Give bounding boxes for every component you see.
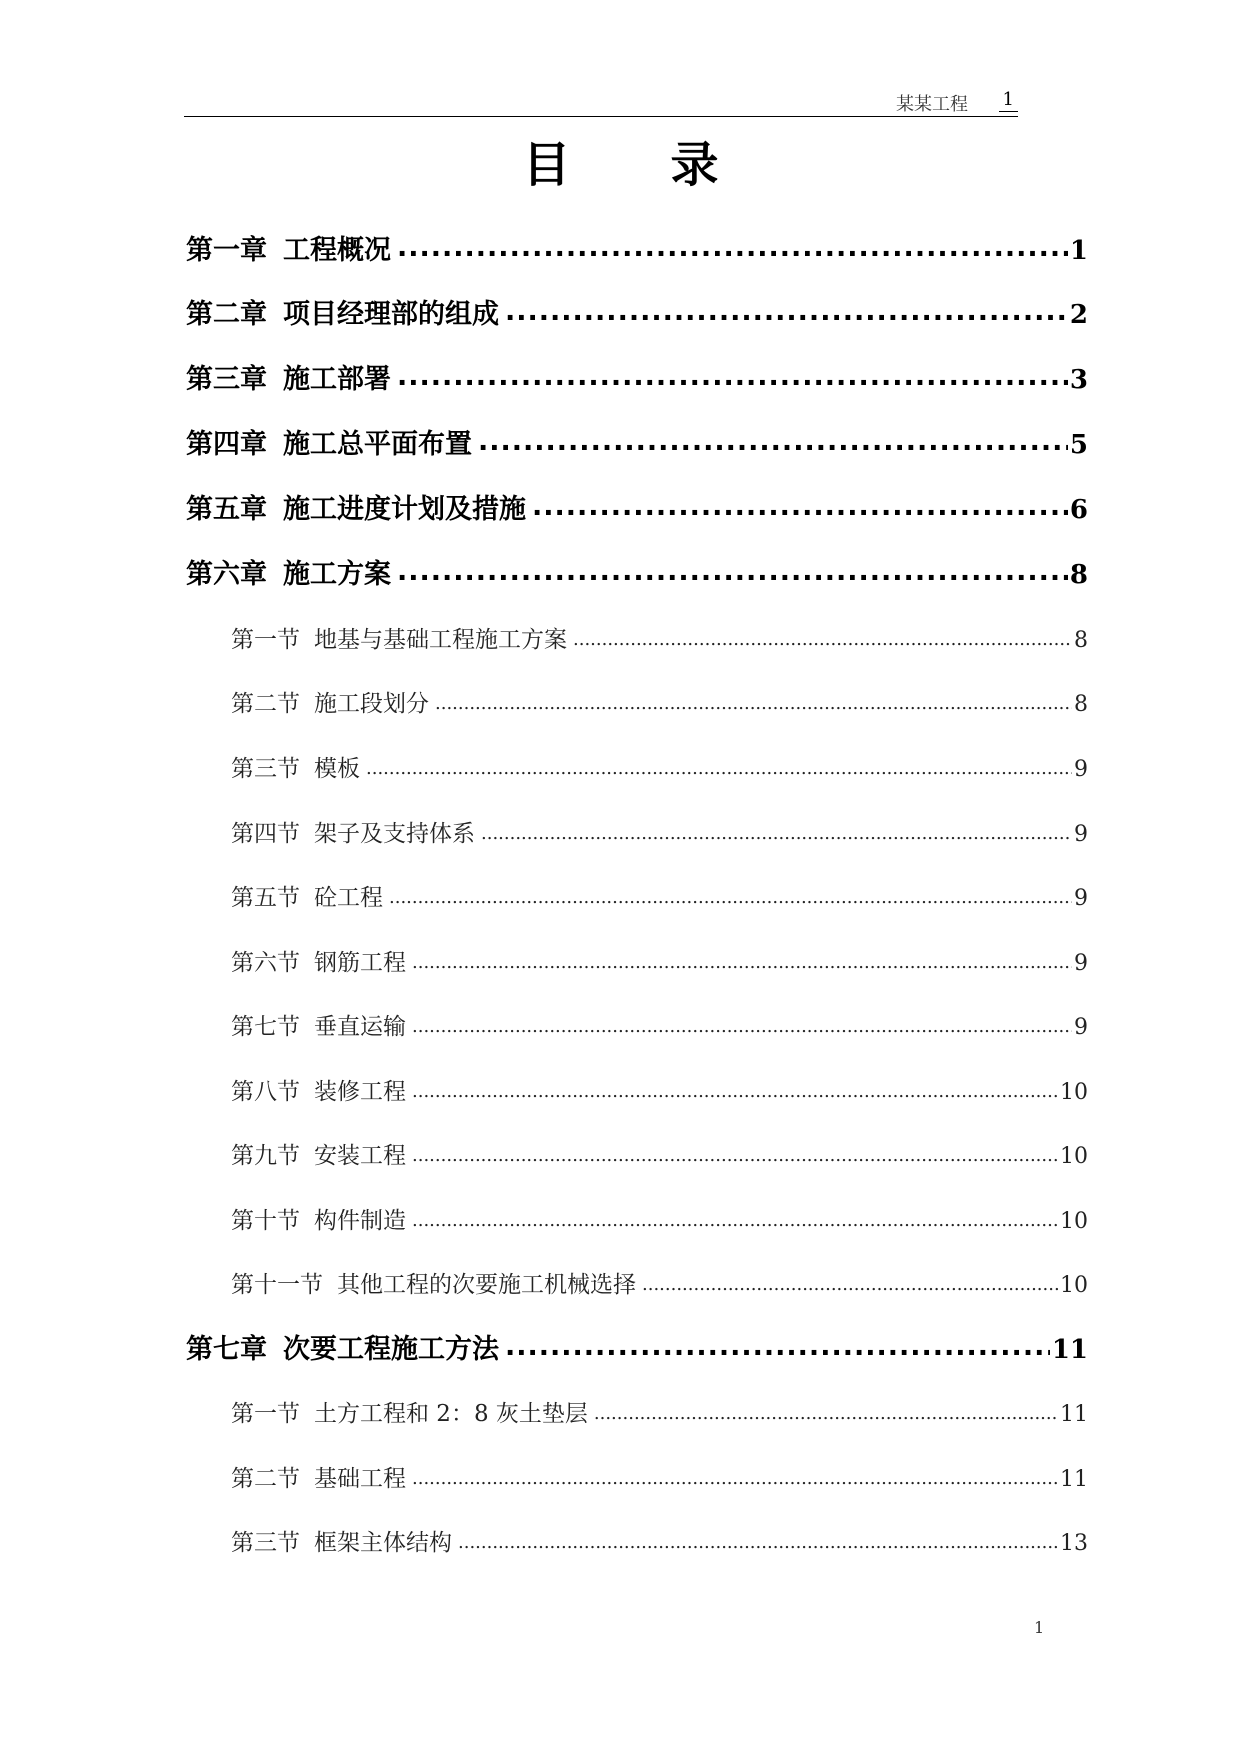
header-title: 某某工程	[896, 94, 968, 115]
toc-entry-page: 8	[1074, 692, 1088, 717]
toc-entry-page: 3	[1069, 365, 1088, 395]
toc-entry-number: 第十节	[231, 1208, 300, 1234]
toc-entry-page: 9	[1074, 822, 1088, 847]
toc-dot-leader	[397, 232, 1068, 259]
toc-dot-leader	[532, 491, 1068, 518]
toc-entry-title: 砼工程	[314, 885, 383, 911]
toc-entry-number: 第四章	[186, 429, 267, 460]
toc-entry-page: 10	[1060, 1209, 1088, 1234]
toc-entry-number: 第一章	[186, 235, 267, 266]
toc-entry-number: 第五章	[186, 494, 267, 525]
toc-entry[interactable]	[231, 1460, 1088, 1493]
toc-entry-title: 土方工程和 2：8 灰土垫层	[314, 1401, 588, 1427]
toc-entry-page: 9	[1074, 886, 1088, 911]
toc-entry-page: 11	[1051, 1335, 1088, 1365]
toc-entry-page: 8	[1069, 560, 1088, 590]
toc-entry-number: 第二节	[231, 1466, 300, 1492]
toc-entry-title: 施工段划分	[314, 691, 429, 717]
toc-entry[interactable]	[186, 422, 1088, 461]
toc-dot-leader	[412, 1205, 1058, 1228]
toc-entry[interactable]	[231, 1395, 1088, 1428]
footer-page-number: 1	[1034, 1618, 1045, 1637]
toc-dot-leader	[478, 426, 1068, 453]
toc-entry-number: 第十一节	[231, 1272, 323, 1298]
toc-entry-title: 构件制造	[314, 1208, 406, 1234]
toc-entry-page: 13	[1060, 1531, 1088, 1556]
toc-entry-number: 第二节	[231, 691, 300, 717]
toc-entry-number: 第一节	[231, 627, 300, 653]
toc-entry[interactable]	[231, 1524, 1088, 1557]
toc-dot-leader	[412, 1076, 1058, 1099]
toc-entry-title: 施工总平面布置	[283, 429, 472, 460]
toc-entry[interactable]	[231, 879, 1088, 912]
toc-entry-number: 第三节	[231, 1530, 300, 1556]
toc-entry-page: 10	[1060, 1273, 1088, 1298]
toc-entry-title: 基础工程	[314, 1466, 406, 1492]
toc-entry-page: 6	[1069, 495, 1088, 525]
toc-dot-leader	[412, 1463, 1058, 1486]
toc-entry[interactable]	[186, 292, 1088, 331]
toc-entry-number: 第一节	[231, 1401, 300, 1427]
toc-entry-title: 项目经理部的组成	[283, 299, 499, 330]
toc-dot-leader	[435, 688, 1072, 711]
toc-entry-number: 第三节	[231, 756, 300, 782]
toc-entry-title: 工程概况	[283, 235, 391, 266]
toc-dot-leader	[397, 556, 1068, 583]
toc-entry-page: 9	[1074, 1015, 1088, 1040]
toc-entry[interactable]	[231, 1008, 1088, 1041]
toc-entry-title: 模板	[314, 756, 360, 782]
toc-entry-title: 钢筋工程	[314, 950, 406, 976]
toc-dot-leader	[642, 1269, 1058, 1292]
toc-entry-title: 垂直运输	[314, 1014, 406, 1040]
header-page-number: 1	[999, 89, 1018, 112]
toc-entry-title: 施工方案	[283, 559, 391, 590]
toc-entry-page: 8	[1074, 628, 1088, 653]
toc-entry[interactable]	[186, 357, 1088, 396]
toc-entry[interactable]	[231, 1137, 1088, 1170]
toc-entry[interactable]	[186, 552, 1088, 591]
toc-entry-page: 9	[1074, 951, 1088, 976]
toc-entry-title: 框架主体结构	[314, 1530, 452, 1556]
toc-dot-leader	[505, 296, 1068, 323]
toc-entry-page: 10	[1060, 1080, 1088, 1105]
toc-entry-title: 架子及支持体系	[314, 821, 475, 847]
toc-entry-page: 2	[1069, 300, 1088, 330]
toc-entry[interactable]	[231, 621, 1088, 654]
toc-dot-leader	[366, 753, 1072, 776]
toc-entry-title: 其他工程的次要施工机械选择	[337, 1272, 636, 1298]
toc-entry[interactable]	[186, 1327, 1088, 1366]
toc-entry-number: 第六节	[231, 950, 300, 976]
toc-entry-page: 1	[1069, 236, 1088, 266]
toc-dot-leader	[389, 882, 1072, 905]
toc-entry-number: 第九节	[231, 1143, 300, 1169]
toc-entry[interactable]	[186, 487, 1088, 526]
toc-dot-leader	[594, 1398, 1058, 1421]
toc-entry[interactable]	[231, 1266, 1088, 1299]
toc-entry[interactable]	[231, 815, 1088, 848]
toc-entry[interactable]	[231, 1073, 1088, 1106]
toc-entry-title: 安装工程	[314, 1143, 406, 1169]
toc-entry-title: 施工部署	[283, 364, 391, 395]
toc-dot-leader	[505, 1331, 1050, 1358]
toc-entry-number: 第七章	[186, 1334, 267, 1365]
toc-entry[interactable]	[231, 685, 1088, 718]
toc-entry[interactable]	[231, 1202, 1088, 1235]
toc-entry[interactable]	[186, 228, 1088, 267]
toc-entry-title: 装修工程	[314, 1079, 406, 1105]
toc-dot-leader	[458, 1527, 1058, 1550]
toc-dot-leader	[412, 1140, 1058, 1163]
toc-entry-title: 施工进度计划及措施	[283, 494, 526, 525]
toc-entry-page: 5	[1069, 430, 1088, 460]
toc-entry-page: 11	[1060, 1467, 1088, 1492]
toc-entry-number: 第二章	[186, 299, 267, 330]
document-title: 目录	[522, 137, 819, 193]
toc-dot-leader	[573, 624, 1072, 647]
toc-entry-page: 9	[1074, 757, 1088, 782]
toc-entry-number: 第三章	[186, 364, 267, 395]
toc-entry-page: 10	[1060, 1144, 1088, 1169]
toc-dot-leader	[397, 361, 1068, 388]
toc-dot-leader	[412, 947, 1072, 970]
toc-entry[interactable]	[231, 750, 1088, 783]
toc-entry-number: 第五节	[231, 885, 300, 911]
toc-entry-title: 地基与基础工程施工方案	[314, 627, 567, 653]
toc-entry-number: 第四节	[231, 821, 300, 847]
toc-entry-number: 第七节	[231, 1014, 300, 1040]
toc-entry[interactable]	[231, 944, 1088, 977]
toc-entry-number: 第八节	[231, 1079, 300, 1105]
toc-dot-leader	[412, 1011, 1072, 1034]
toc-dot-leader	[481, 818, 1072, 841]
toc-entry-title: 次要工程施工方法	[283, 1334, 499, 1365]
toc-entry-page: 11	[1060, 1402, 1088, 1427]
toc-entry-number: 第六章	[186, 559, 267, 590]
